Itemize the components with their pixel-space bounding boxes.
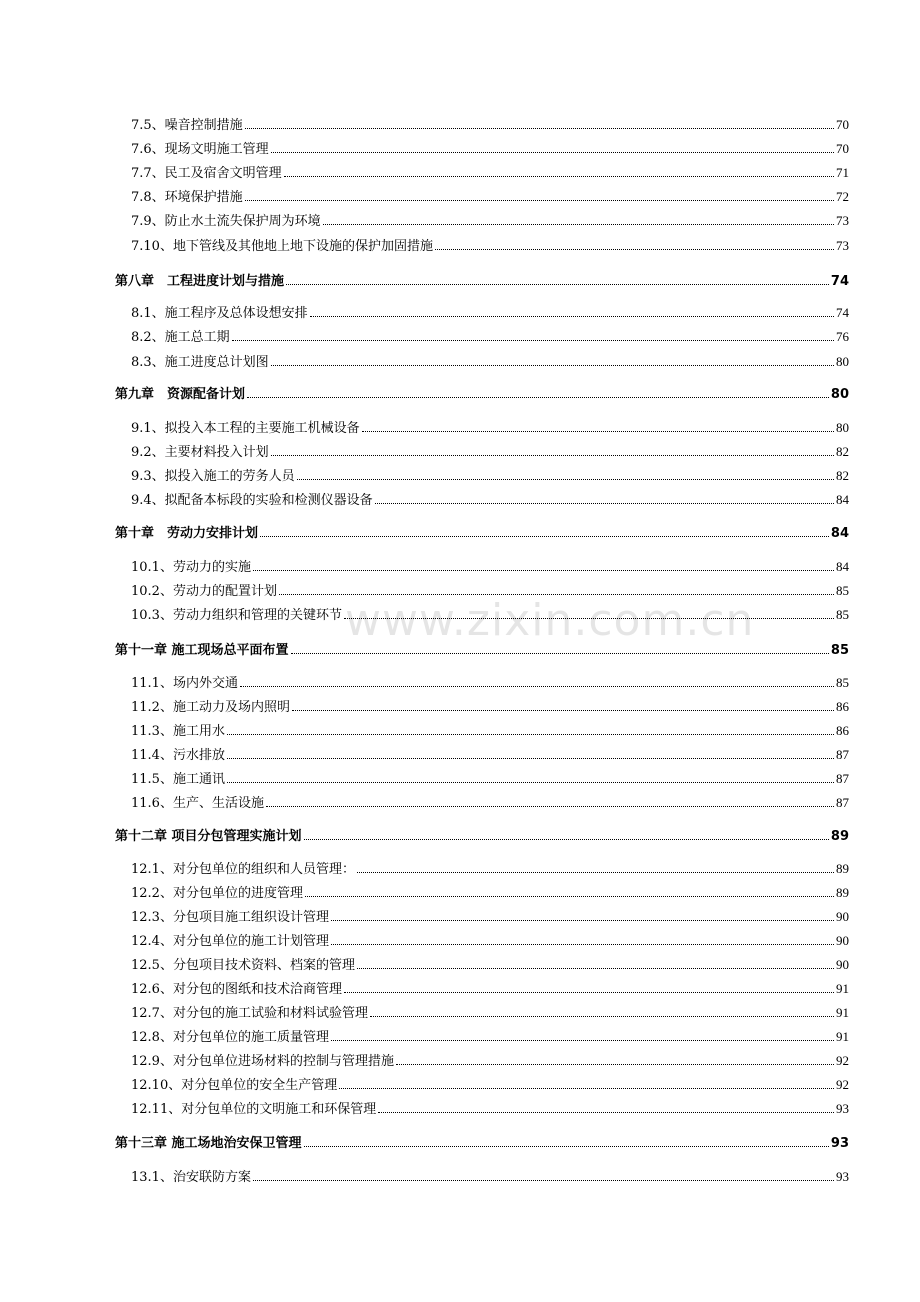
toc-entry-page-number: 86	[836, 699, 849, 714]
dot-leader	[266, 805, 834, 807]
toc-section-entry[interactable]	[131, 418, 849, 436]
dot-leader	[260, 535, 829, 537]
toc-entry-label: 12.2、对分包单位的进度管理	[131, 886, 303, 901]
toc-entry-label: 第十三章 施工场地治安保卫管理	[115, 1136, 302, 1151]
toc-entry-page-number: 92	[836, 1077, 849, 1092]
toc-entry-label: 第十一章 施工现场总平面布置	[115, 643, 289, 658]
toc-entry-label: 7.7、民工及宿舍文明管理	[131, 166, 282, 181]
dot-leader	[331, 943, 834, 945]
dot-leader	[304, 838, 829, 840]
dot-leader	[271, 151, 834, 153]
toc-chapter-entry[interactable]	[115, 523, 849, 541]
dot-leader	[286, 283, 829, 285]
toc-entry-page-number: 90	[836, 933, 849, 948]
toc-entry-label: 11.6、生产、生活设施	[131, 796, 264, 811]
dot-leader	[232, 339, 834, 341]
dot-leader	[305, 895, 834, 897]
toc-entry-label: 12.10、对分包单位的安全生产管理	[131, 1078, 338, 1093]
toc-entry-label: 12.6、对分包的图纸和技术洽商管理	[131, 982, 342, 997]
dot-leader	[378, 1111, 834, 1113]
dot-leader	[227, 733, 834, 735]
toc-section-entry[interactable]	[131, 1075, 849, 1093]
toc-entry-label: 11.1、场内外交通	[131, 676, 238, 691]
dot-leader	[304, 1145, 829, 1147]
dot-leader	[375, 502, 834, 504]
toc-entry-label: 7.6、现场文明施工管理	[131, 142, 269, 157]
dot-leader	[435, 248, 834, 250]
toc-entry-label: 7.5、噪音控制措施	[131, 118, 243, 133]
toc-entry-page-number: 82	[836, 468, 849, 483]
dot-leader	[253, 569, 834, 571]
toc-section-entry[interactable]	[131, 769, 849, 787]
toc-entry-label: 8.3、施工进度总计划图	[131, 355, 269, 370]
dot-leader	[227, 781, 834, 783]
toc-entry-page-number: 80	[836, 420, 849, 435]
dot-leader	[297, 478, 834, 480]
toc-entry-label: 10.2、劳动力的配置计划	[131, 584, 277, 599]
toc-entry-label: 9.4、拟配备本标段的实验和检测仪器设备	[131, 493, 373, 508]
toc-section-entry[interactable]	[131, 557, 849, 575]
dot-leader	[310, 315, 834, 317]
dot-leader	[279, 593, 834, 595]
dot-leader	[396, 1063, 834, 1065]
toc-section-entry[interactable]	[131, 581, 849, 599]
toc-entry-label: 8.2、施工总工期	[131, 330, 230, 345]
toc-entry-page-number: 91	[836, 1005, 849, 1020]
toc-entry-label: 10.3、劳动力组织和管理的关键环节	[131, 608, 342, 623]
toc-entry-label: 9.2、主要材料投入计划	[131, 445, 269, 460]
toc-section-entry[interactable]	[131, 442, 849, 460]
toc-entry-page-number: 85	[836, 675, 849, 690]
toc-section-entry[interactable]	[131, 466, 849, 484]
toc-entry-label: 第八章 工程进度计划与措施	[115, 274, 285, 289]
toc-section-entry[interactable]	[131, 673, 849, 691]
toc-entry-page-number: 93	[830, 1136, 849, 1151]
toc-entry-page-number: 90	[836, 909, 849, 924]
toc-entry-page-number: 87	[836, 795, 849, 810]
toc-entry-label: 7.8、环境保护措施	[131, 190, 243, 205]
dot-leader	[331, 1039, 834, 1041]
dot-leader	[339, 1087, 834, 1089]
toc-entry-page-number: 74	[836, 305, 849, 320]
toc-entry-label: 12.3、分包项目施工组织设计管理	[131, 910, 329, 925]
dot-leader	[245, 199, 834, 201]
toc-entry-page-number: 84	[830, 526, 849, 541]
toc-entry-label: 11.5、施工通讯	[131, 772, 225, 787]
toc-entry-page-number: 91	[836, 1029, 849, 1044]
toc-entry-page-number: 73	[836, 238, 849, 253]
dot-leader	[323, 223, 834, 225]
toc-chapter-entry[interactable]	[115, 826, 849, 844]
toc-entry-label: 7.10、地下管线及其他地上地下设施的保护加固措施	[131, 239, 433, 254]
toc-entry-page-number: 71	[836, 165, 849, 180]
toc-entry-page-number: 92	[836, 1053, 849, 1068]
toc-section-entry[interactable]	[131, 697, 849, 715]
dot-leader	[271, 364, 834, 366]
toc-entry-page-number: 93	[836, 1101, 849, 1116]
toc-entry-page-number: 85	[836, 607, 849, 622]
toc-entry-page-number: 84	[836, 492, 849, 507]
toc-section-entry[interactable]	[131, 745, 849, 763]
toc-section-entry[interactable]	[131, 955, 849, 973]
toc-section-entry[interactable]	[131, 303, 849, 321]
toc-entry-label: 10.1、劳动力的实施	[131, 560, 251, 575]
toc-section-entry[interactable]	[131, 793, 849, 811]
dot-leader	[357, 871, 834, 873]
dot-leader	[291, 652, 829, 654]
toc-section-entry[interactable]	[131, 605, 849, 623]
dot-leader	[344, 991, 834, 993]
toc-chapter-entry[interactable]	[115, 384, 849, 402]
toc-entry-page-number: 87	[836, 771, 849, 786]
toc-entry-page-number: 89	[830, 829, 849, 844]
dot-leader	[271, 454, 834, 456]
toc-section-entry[interactable]	[131, 187, 849, 205]
toc-entry-page-number: 89	[836, 885, 849, 900]
toc-entry-label: 12.8、对分包单位的施工质量管理	[131, 1030, 329, 1045]
toc-entry-page-number: 86	[836, 723, 849, 738]
toc-chapter-entry[interactable]	[115, 271, 849, 289]
toc-entry-page-number: 70	[836, 117, 849, 132]
toc-section-entry[interactable]	[131, 1003, 849, 1021]
toc-entry-label: 7.9、防止水土流失保护周为环境	[131, 214, 321, 229]
toc-section-entry[interactable]	[131, 115, 849, 133]
dot-leader	[357, 967, 834, 969]
toc-entry-page-number: 91	[836, 981, 849, 996]
dot-leader	[331, 919, 834, 921]
dot-leader	[362, 430, 834, 432]
dot-leader	[253, 1179, 834, 1181]
watermark: www.zixin.com.cn	[345, 595, 755, 646]
toc-entry-label: 12.9、对分包单位进场材料的控制与管理措施	[131, 1054, 394, 1069]
toc-section-entry[interactable]	[131, 236, 849, 254]
toc-entry-page-number: 85	[830, 643, 849, 658]
toc-section-entry[interactable]	[131, 907, 849, 925]
dot-leader	[247, 396, 829, 398]
toc-entry-page-number: 85	[836, 583, 849, 598]
toc-section-entry[interactable]	[131, 163, 849, 181]
toc-entry-label: 8.1、施工程序及总体设想安排	[131, 306, 308, 321]
toc-entry-page-number: 90	[836, 957, 849, 972]
toc-section-entry[interactable]	[131, 1051, 849, 1069]
toc-section-entry[interactable]	[131, 211, 849, 229]
toc-entry-label: 第十章 劳动力安排计划	[115, 526, 259, 541]
toc-entry-label: 9.1、拟投入本工程的主要施工机械设备	[131, 421, 360, 436]
toc-section-entry[interactable]	[131, 139, 849, 157]
toc-entry-page-number: 72	[836, 189, 849, 204]
dot-leader	[370, 1015, 834, 1017]
toc-entry-label: 9.3、拟投入施工的劳务人员	[131, 469, 295, 484]
toc-chapter-entry[interactable]	[115, 640, 849, 658]
toc-entry-page-number: 82	[836, 444, 849, 459]
dot-leader	[292, 709, 834, 711]
toc-section-entry[interactable]	[131, 1099, 849, 1117]
toc-entry-label: 12.5、分包项目技术资料、档案的管理	[131, 958, 355, 973]
dot-leader	[284, 175, 834, 177]
toc-section-entry[interactable]	[131, 859, 849, 877]
toc-entry-page-number: 80	[830, 387, 849, 402]
toc-entry-label: 11.3、施工用水	[131, 724, 225, 739]
toc-entry-page-number: 74	[830, 274, 849, 289]
toc-section-entry[interactable]	[131, 721, 849, 739]
toc-entry-label: 13.1、治安联防方案	[131, 1170, 251, 1185]
toc-chapter-entry[interactable]	[115, 1133, 849, 1151]
dot-leader	[245, 127, 834, 129]
toc-section-entry[interactable]	[131, 883, 849, 901]
dot-leader	[240, 685, 834, 687]
toc-entry-label: 12.1、对分包单位的组织和人员管理：	[131, 862, 355, 877]
toc-section-entry[interactable]	[131, 490, 849, 508]
toc-entry-label: 12.4、对分包单位的施工计划管理	[131, 934, 329, 949]
toc-section-entry[interactable]	[131, 352, 849, 370]
toc-entry-page-number: 89	[836, 861, 849, 876]
toc-entry-label: 第九章 资源配备计划	[115, 387, 246, 402]
toc-section-entry[interactable]	[131, 931, 849, 949]
toc-entry-label: 11.2、施工动力及场内照明	[131, 700, 290, 715]
toc-entry-label: 11.4、污水排放	[131, 748, 225, 763]
toc-section-entry[interactable]	[131, 979, 849, 997]
dot-leader	[227, 757, 834, 759]
toc-section-entry[interactable]	[131, 327, 849, 345]
toc-entry-label: 第十二章 项目分包管理实施计划	[115, 829, 302, 844]
toc-entry-page-number: 80	[836, 354, 849, 369]
toc-entry-label: 12.11、对分包单位的文明施工和环保管理	[131, 1102, 377, 1117]
toc-entry-page-number: 76	[836, 329, 849, 344]
toc-entry-label: 12.7、对分包的施工试验和材料试验管理	[131, 1006, 368, 1021]
toc-entry-page-number: 93	[836, 1169, 849, 1184]
toc-section-entry[interactable]	[131, 1167, 849, 1185]
toc-section-entry[interactable]	[131, 1027, 849, 1045]
toc-entry-page-number: 84	[836, 559, 849, 574]
toc-entry-page-number: 70	[836, 141, 849, 156]
toc-entry-page-number: 73	[836, 213, 849, 228]
dot-leader	[344, 617, 834, 619]
toc-entry-page-number: 87	[836, 747, 849, 762]
